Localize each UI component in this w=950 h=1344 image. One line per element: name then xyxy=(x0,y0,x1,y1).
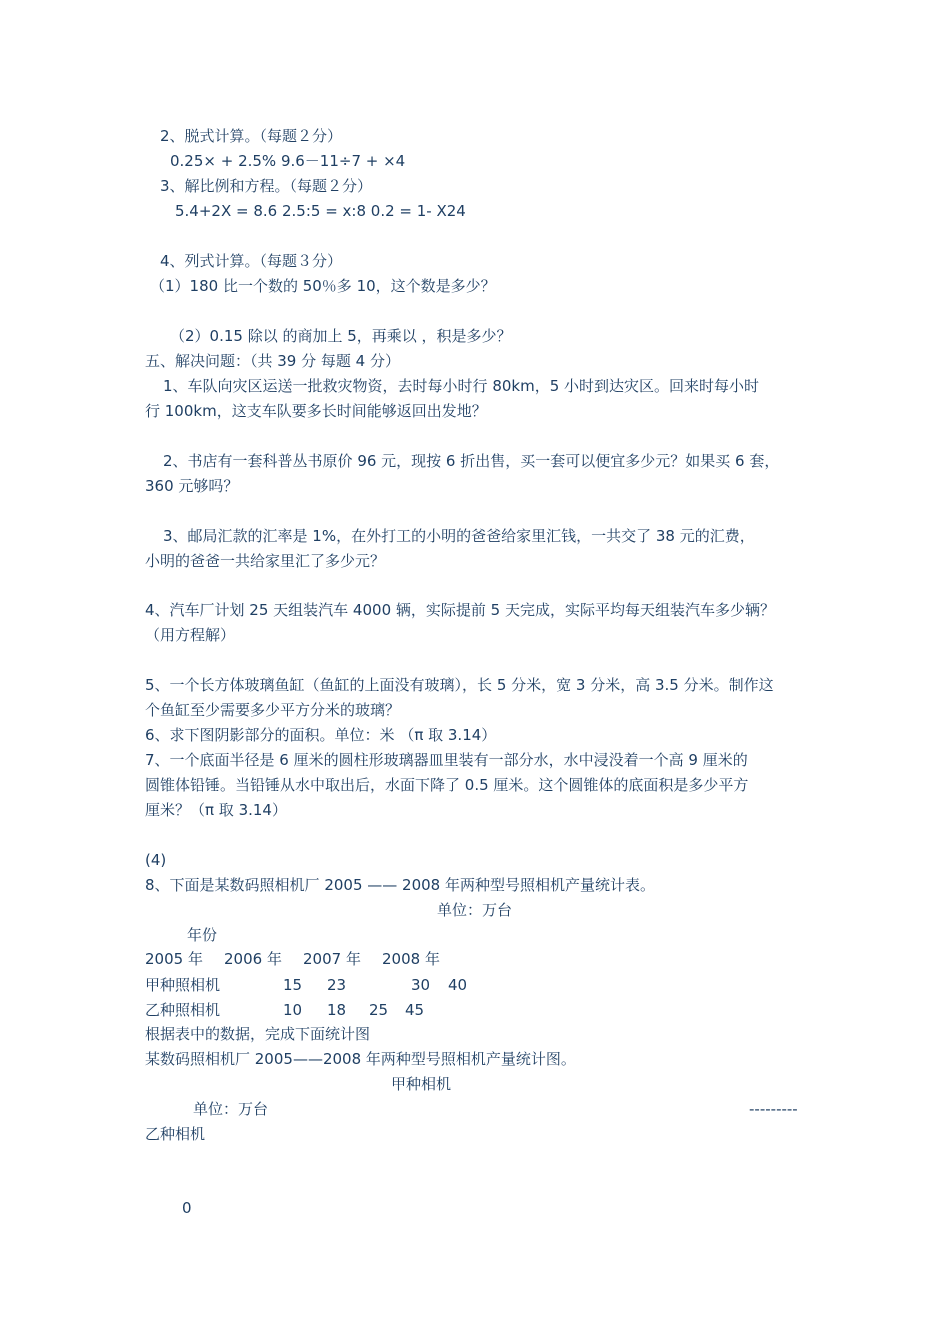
table-row-a-value: 30 xyxy=(411,976,431,994)
problem-1-line-2: 行 100km，这支车队要多长时间能够返回出发地？ xyxy=(145,402,487,420)
section-5-title: 五、解决问题：（共 39 分 每题 4 分） xyxy=(145,352,400,370)
problem-2-line-1: 2、书店有一套科普丛书原价 96 元，现按 6 折出售，买一套可以便宜多少元？如果买 6 套， xyxy=(163,452,780,470)
problem-5-line-2: 个鱼缸至少需要多少平方分米的玻璃？ xyxy=(145,701,401,719)
section-2-expression: 0.25× + 2.5% 9.6－11÷7 + ×4 xyxy=(170,152,406,170)
chart-instruction: 根据表中的数据，完成下面统计图 xyxy=(145,1025,371,1043)
chart-legend-dash: --------- xyxy=(749,1100,798,1118)
chart-unit: 单位：万台 xyxy=(193,1100,269,1118)
table-year-2005: 2005 年 xyxy=(145,950,203,968)
table-row-b-value: 45 xyxy=(405,1001,425,1019)
table-year-2007: 2007 年 xyxy=(303,950,361,968)
problem-3-line-2: 小明的爸爸一共给家里汇了多少元？ xyxy=(145,552,386,570)
problem-5-line-1: 5、一个长方体玻璃鱼缸（鱼缸的上面没有玻璃），长 5 分米，宽 3 分米，高 3.5 分米。制作这 xyxy=(145,676,774,694)
section-4-question-2: （2）0.15 除以 的商加上 5，再乘以 ，积是多少？ xyxy=(170,327,512,345)
table-row-a-label: 甲种照相机 xyxy=(145,976,221,994)
table-year-2006: 2006 年 xyxy=(224,950,282,968)
table-row-b-value: 18 xyxy=(327,1001,347,1019)
section-4-title: 4、列式计算。（每题３分） xyxy=(160,252,343,270)
table-row-a-value: 15 xyxy=(283,976,303,994)
section-3-expression: 5.4+2X = 8.6 2.5:5 = x:8 0.2 = 1- X24 xyxy=(175,202,466,220)
table-row-b-value: 25 xyxy=(369,1001,389,1019)
section-2-title: 2、脱式计算。（每题２分） xyxy=(160,127,343,145)
chart-title: 某数码照相机厂 2005——2008 年两种型号照相机产量统计图。 xyxy=(145,1050,576,1068)
problem-1-line-1: 1、车队向灾区运送一批救灾物资，去时每小时行 80km，5 小时到达灾区。回来时每小时 xyxy=(163,377,760,395)
table-row-a-value: 40 xyxy=(448,976,468,994)
problem-7-line-3: 厘米？（π 取 3.14） xyxy=(145,801,287,819)
problem-8: 8、下面是某数码照相机厂 2005 —— 2008 年两种型号照相机产量统计表。 xyxy=(145,876,655,894)
table-year-label: 年份 xyxy=(187,926,218,944)
table-year-2008: 2008 年 xyxy=(382,950,440,968)
problem-2-line-2: 360 元够吗？ xyxy=(145,477,239,495)
section-4-question-1: （1）180 比一个数的 50％多 10，这个数是多少？ xyxy=(150,277,496,295)
problem-4-line-1: 4、汽车厂计划 25 天组装汽车 4000 辆，实际提前 5 天完成，实际平均每天组装汽车多少辆？ xyxy=(145,601,775,619)
problem-7-line-1: 7、一个底面半径是 6 厘米的圆柱形玻璃器皿里装有一部分水，水中浸没着一个高 9 厘米的 xyxy=(145,751,748,769)
section-3-title: 3、解比例和方程。（每题２分） xyxy=(160,177,373,195)
problem-7-line-2: 圆锥体铅锤。当铅锤从水中取出后，水面下降了 0.5 厘米。这个圆锥体的底面积是多少平方 xyxy=(145,776,749,794)
problem-3-line-1: 3、邮局汇款的汇率是 1%，在外打工的小明的爸爸给家里汇钱，一共交了 38 元的汇费， xyxy=(163,527,755,545)
marker-4: (4) xyxy=(145,851,167,869)
chart-legend-a: 甲种相机 xyxy=(391,1075,452,1093)
table-row-b-value: 10 xyxy=(283,1001,303,1019)
table-row-b-label: 乙种照相机 xyxy=(145,1001,221,1019)
problem-4-line-2: （用方程解） xyxy=(145,626,236,644)
chart-origin-label: 0 xyxy=(182,1199,192,1217)
chart-legend-b: 乙种相机 xyxy=(145,1125,206,1143)
table-row-a-value: 23 xyxy=(327,976,347,994)
table-unit: 单位：万台 xyxy=(437,901,513,919)
problem-6: 6、求下图阴影部分的面积。单位：米 （π 取 3.14） xyxy=(145,726,497,744)
